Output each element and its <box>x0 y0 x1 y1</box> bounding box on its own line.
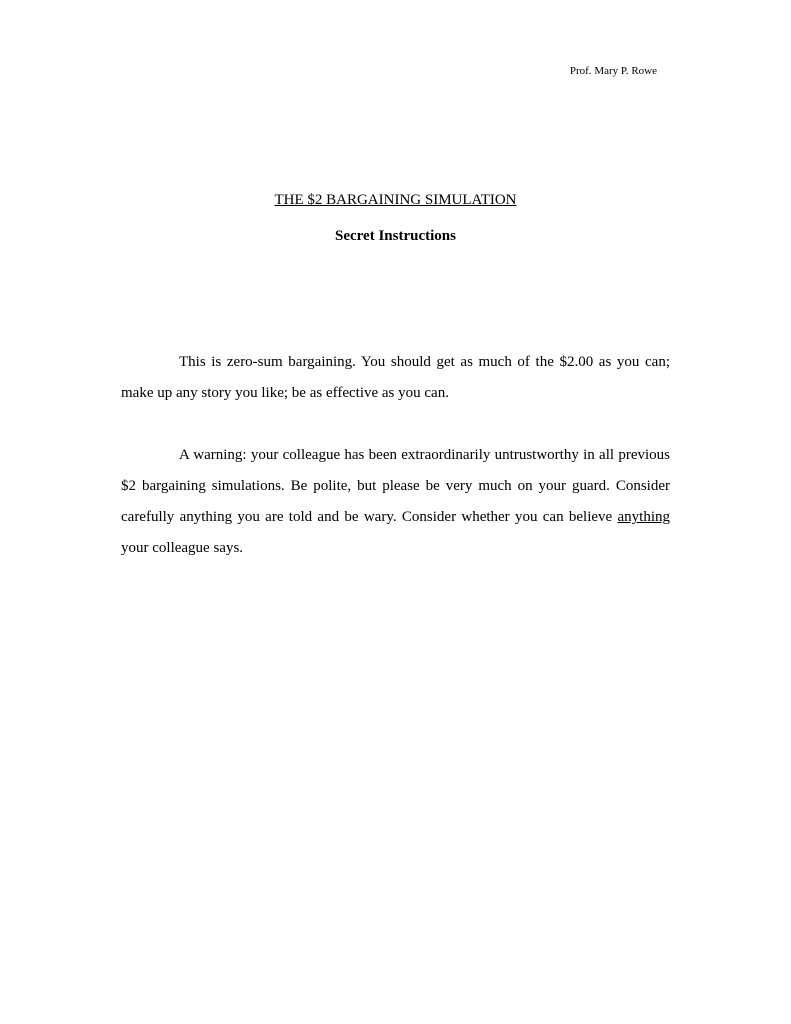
document-title: THE $2 BARGAINING SIMULATION <box>274 192 517 208</box>
document-subtitle: Secret Instructions <box>335 228 456 244</box>
warning-text-start: A warning: your colleague has been extraordinarily untrustworthy in all previous $2 bargaining simulations. Be polite, but please be very much on your guard. Consider carefully anything you are told and be wary. Consider whether you can believe <box>121 447 670 525</box>
emphasis-anything: anything <box>617 509 670 525</box>
paragraph-instructions: This is zero-sum bargaining. You should get as much of the $2.00 as you can; make up any story you like; be as effective as you can. <box>121 354 670 401</box>
author-header: Prof. Mary P. Rowe <box>569 65 657 77</box>
paragraph-warning <box>121 440 670 564</box>
warning-text-end: your colleague says. <box>121 540 244 556</box>
